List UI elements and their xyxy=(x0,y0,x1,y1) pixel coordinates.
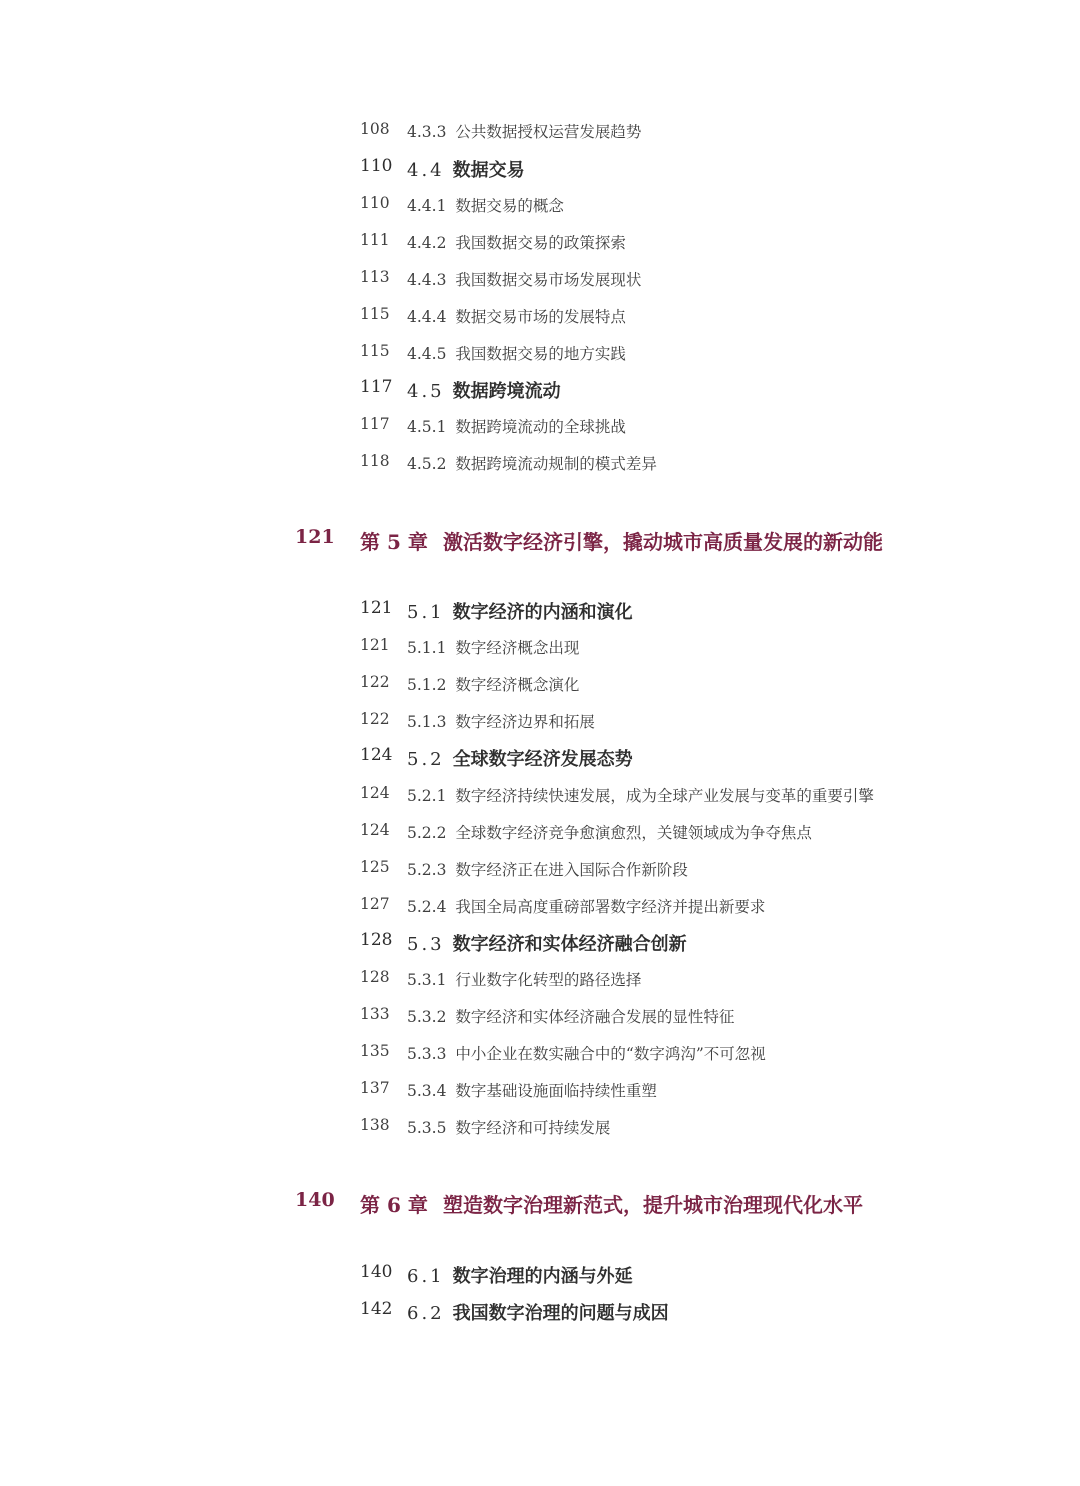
toc-page-number: 124 xyxy=(360,821,390,839)
toc-page-number: 117 xyxy=(360,377,393,397)
toc-title: 数字基础设施面临持续性重塑 xyxy=(455,1082,657,1100)
toc-page-number: 135 xyxy=(360,1042,390,1060)
toc-page-number: 128 xyxy=(360,930,393,950)
toc-section-number: 4.3.3 xyxy=(407,123,447,141)
toc-page-number: 121 xyxy=(360,598,393,618)
toc-page-number: 115 xyxy=(360,305,390,323)
toc-title: 数字经济和可持续发展 xyxy=(455,1119,611,1137)
toc-title: 数据交易 xyxy=(452,160,525,181)
toc-title: 数字经济概念出现 xyxy=(455,639,580,657)
toc-page-number: 121 xyxy=(295,526,335,548)
toc-page-number: 125 xyxy=(360,858,390,876)
toc-page-number: 137 xyxy=(360,1079,390,1097)
toc-title: 数字经济和实体经济融合创新 xyxy=(452,934,687,955)
toc-page-number: 118 xyxy=(360,452,390,470)
toc-title: 数字经济正在进入国际合作新阶段 xyxy=(455,861,688,879)
toc-section-number: 5.3.1 xyxy=(407,971,447,989)
toc-section-number: 5.2.4 xyxy=(407,898,447,916)
toc-page-number: 122 xyxy=(360,710,390,728)
toc-page-number: 110 xyxy=(360,156,393,176)
toc-section-number: 5.2 xyxy=(407,749,445,770)
toc-page-number: 124 xyxy=(360,745,393,765)
toc-title: 我国数据交易市场发展现状 xyxy=(455,271,642,289)
toc-page-number: 128 xyxy=(360,968,390,986)
toc-section-number: 5.2.1 xyxy=(407,787,447,805)
toc-page-number: 117 xyxy=(360,415,390,433)
toc-title: 数字治理的内涵与外延 xyxy=(452,1266,633,1287)
toc-title: 数字经济和实体经济融合发展的显性特征 xyxy=(455,1008,735,1026)
toc-page-number: 110 xyxy=(360,194,390,212)
toc-title: 我国数据交易的地方实践 xyxy=(455,345,626,363)
toc-title: 数据跨境流动的全球挑战 xyxy=(455,418,626,436)
toc-chapter-title: 塑造数字治理新范式，提升城市治理现代化水平 xyxy=(443,1193,863,1217)
toc-page-number: 122 xyxy=(360,673,390,691)
toc-title: 数字经济持续快速发展，成为全球产业发展与变革的重要引擎 xyxy=(455,787,874,805)
toc-chapter-label: 第 6 章 xyxy=(360,1193,428,1217)
toc-title: 数字经济概念演化 xyxy=(455,676,580,694)
toc-chapter-title: 激活数字经济引擎，撬动城市高质量发展的新动能 xyxy=(443,530,883,554)
toc-section-number: 5.3.4 xyxy=(407,1082,447,1100)
toc-section-number: 4.5 xyxy=(407,381,445,402)
toc-section-number: 4.5.1 xyxy=(407,418,447,436)
toc-title: 全球数字经济竞争愈演愈烈，关键领域成为争夺焦点 xyxy=(455,824,812,842)
toc-page-number: 138 xyxy=(360,1116,390,1134)
toc-section-number: 5.2.2 xyxy=(407,824,447,842)
toc-title: 全球数字经济发展态势 xyxy=(452,749,633,770)
toc-section-number: 4.4.5 xyxy=(407,345,447,363)
toc-section-number: 5.1 xyxy=(407,602,445,623)
toc-page-number: 127 xyxy=(360,895,390,913)
toc-page-number: 115 xyxy=(360,342,390,360)
toc-title: 数据跨境流动 xyxy=(452,381,561,402)
toc-page-number: 108 xyxy=(360,120,390,138)
toc-section-number: 5.3.3 xyxy=(407,1045,447,1063)
toc-title: 数据交易的概念 xyxy=(455,197,564,215)
toc-title: 中小企业在数实融合中的“数字鸿沟”不可忽视 xyxy=(455,1045,766,1063)
toc-page-number: 124 xyxy=(360,784,390,802)
toc-section-number: 5.1.3 xyxy=(407,713,447,731)
toc-page-number: 121 xyxy=(360,636,390,654)
toc-title: 我国数字治理的问题与成因 xyxy=(452,1303,669,1324)
toc-page-number: 111 xyxy=(360,231,390,249)
toc-section-number: 4.4.2 xyxy=(407,234,447,252)
toc-title: 数字经济的内涵和演化 xyxy=(452,602,633,623)
toc-section-number: 5.3 xyxy=(407,934,445,955)
toc-section-number: 5.3.2 xyxy=(407,1008,447,1026)
toc-page-number: 133 xyxy=(360,1005,390,1023)
toc-title: 数据交易市场的发展特点 xyxy=(455,308,626,326)
toc-section-number: 5.2.3 xyxy=(407,861,447,879)
toc-page-number: 140 xyxy=(360,1262,393,1282)
toc-section-number: 6.2 xyxy=(407,1303,445,1324)
toc-title: 数字经济边界和拓展 xyxy=(455,713,595,731)
toc-title: 行业数字化转型的路径选择 xyxy=(455,971,642,989)
toc-title: 我国数据交易的政策探索 xyxy=(455,234,626,252)
toc-chapter-label: 第 5 章 xyxy=(360,530,428,554)
toc-section-number: 6.1 xyxy=(407,1266,445,1287)
toc-title: 公共数据授权运营发展趋势 xyxy=(455,123,642,141)
toc-section-number: 5.1.1 xyxy=(407,639,447,657)
toc-page-number: 142 xyxy=(360,1299,393,1319)
toc-section-number: 5.1.2 xyxy=(407,676,447,694)
toc-section-number: 4.4.4 xyxy=(407,308,447,326)
toc-page-number: 140 xyxy=(295,1189,335,1211)
toc-section-number: 4.5.2 xyxy=(407,455,447,473)
toc-title: 我国全局高度重磅部署数字经济并提出新要求 xyxy=(455,898,766,916)
toc-title: 数据跨境流动规制的模式差异 xyxy=(455,455,657,473)
toc-section-number: 4.4.1 xyxy=(407,197,447,215)
toc-section-number: 4.4 xyxy=(407,160,445,181)
toc-section-number: 5.3.5 xyxy=(407,1119,447,1137)
toc-page-number: 113 xyxy=(360,268,390,286)
toc-section-number: 4.4.3 xyxy=(407,271,447,289)
